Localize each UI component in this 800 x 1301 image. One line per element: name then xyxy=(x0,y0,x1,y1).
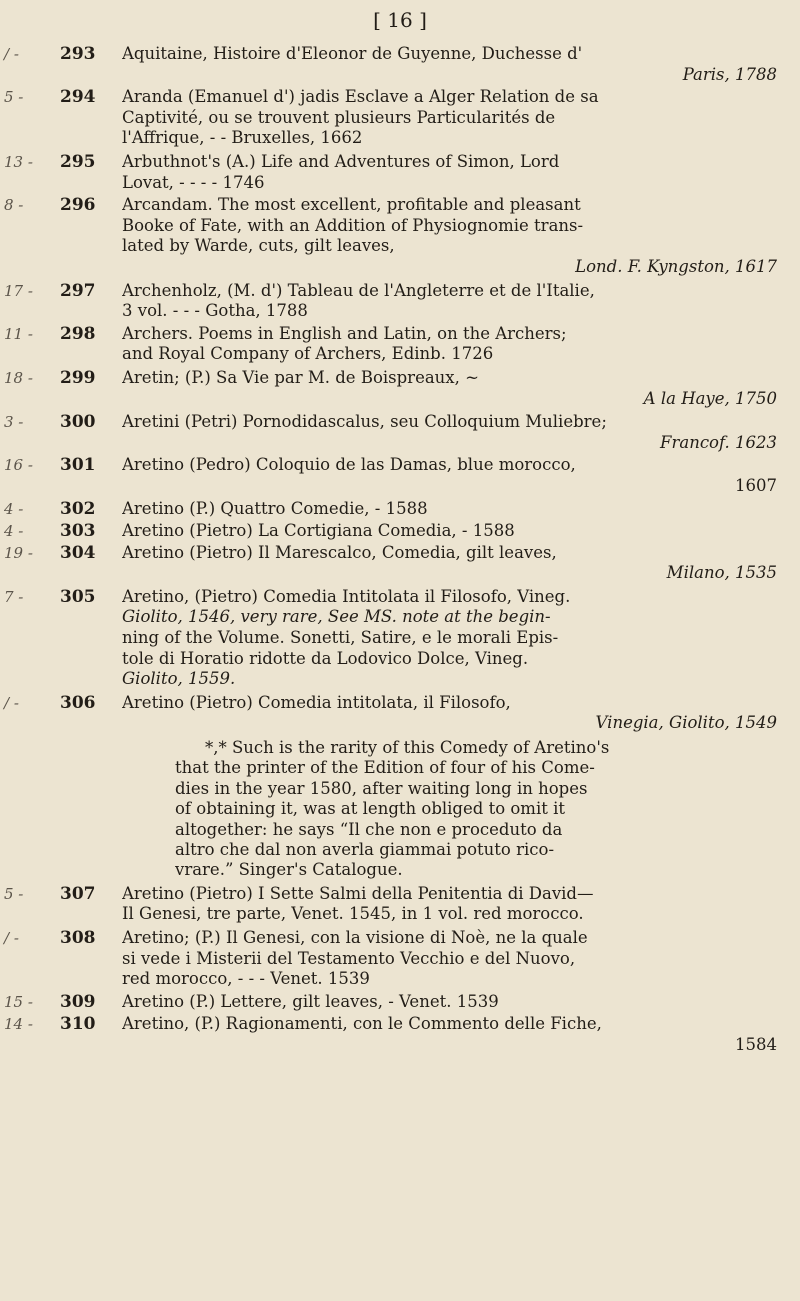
entry-line: Aretino (Pedro) Coloquio de las Damas, blue morocco, xyxy=(122,455,576,475)
entry-line: Milano, 1535 xyxy=(666,563,777,583)
entry-price: / - xyxy=(4,45,19,63)
entry-lot-number: 296 xyxy=(60,195,96,216)
entry-lot-number: 303 xyxy=(60,521,96,542)
catalogue-entry xyxy=(0,412,800,453)
entry-line: lated by Warde, cuts, gilt leaves, xyxy=(122,236,395,256)
catalogue-entry xyxy=(0,928,800,990)
catalogue-entry xyxy=(0,1014,800,1055)
entry-line: Aretini (Petri) Pornodidascalus, seu Colloquium Muliebre; xyxy=(122,412,607,432)
catalogue-entry xyxy=(0,324,800,365)
entry-line: Aretino (P.) Lettere, gilt leaves, - Venet. 1539 xyxy=(122,991,499,1011)
entry-lot-number: 301 xyxy=(60,455,96,476)
entry-line: Aretino (P.) Quattro Comedie, - 1588 xyxy=(122,499,428,519)
entry-line: Aretin; (P.) Sa Vie par M. de Boispreaux, ~ xyxy=(122,367,479,387)
entry-line: Paris, 1788 xyxy=(682,64,777,84)
entry-lot-number: 305 xyxy=(60,586,96,607)
entry-price: 18 - xyxy=(4,368,33,387)
entry-text xyxy=(122,281,777,322)
footnote-line: dies in the year 1580, after waiting long in hopes xyxy=(175,778,588,798)
entry-line: Aquitaine, Histoire d'Eleonor de Guyenne, Duchesse d' xyxy=(122,44,583,63)
catalogue-entry xyxy=(0,543,800,584)
catalogue-entry xyxy=(0,992,800,1013)
entry-price: 7 - xyxy=(4,587,24,606)
entry-lot-number: 298 xyxy=(60,323,96,344)
entry-line: Archers. Poems in English and Latin, on the Archers; xyxy=(122,323,567,343)
page-number: [ 16 ] xyxy=(373,8,427,32)
entry-lot-number: 300 xyxy=(60,412,96,433)
entry-line: Aretino; (P.) Il Genesi, con la visione di Noè, ne la quale xyxy=(122,928,588,948)
entry-lot-number: 295 xyxy=(60,151,96,172)
catalogue-entry xyxy=(0,587,800,690)
footnote-line: vrare.” Singer's Catalogue. xyxy=(175,860,403,880)
footnote-line: *,* Such is the rarity of this Comedy of Aretino's xyxy=(205,738,610,757)
entry-price: / - xyxy=(4,693,19,712)
entry-text xyxy=(122,412,777,453)
entry-line: Booke of Fate, with an Addition of Physiognomie trans- xyxy=(122,215,584,235)
entry-line: Captivité, ou se trouvent plusieurs Particularités de xyxy=(122,107,556,127)
catalogue-entry xyxy=(0,521,800,542)
entry-text xyxy=(122,499,777,520)
entry-text xyxy=(122,521,777,542)
catalogue-entry xyxy=(0,884,800,925)
entry-line: Il Genesi, tre parte, Venet. 1545, in 1 vol. red morocco. xyxy=(122,904,584,924)
entries-list xyxy=(0,44,800,1056)
entry-text xyxy=(122,587,777,690)
entry-lot-number: 309 xyxy=(60,991,96,1012)
entry-line: ning of the Volume. Sonetti, Satire, e le morali Epis- xyxy=(122,628,559,648)
entry-line: Giolito, 1546, very rare, See MS. note at the begin- xyxy=(122,607,551,627)
entry-lot-number: 306 xyxy=(60,692,96,713)
entry-line: 1607 xyxy=(735,475,777,495)
entry-line: Vinegia, Giolito, 1549 xyxy=(595,713,777,733)
entry-price: 19 - xyxy=(4,543,33,562)
entry-text xyxy=(122,324,777,365)
entry-line: 3 vol. - - - Gotha, 1788 xyxy=(122,301,308,321)
entry-text xyxy=(122,368,777,409)
entry-price: / - xyxy=(4,929,19,948)
entry-price: 17 - xyxy=(4,281,33,300)
entry-price: 11 - xyxy=(4,324,33,343)
entry-line: si vede i Misterii del Testamento Vecchio e del Nuovo, xyxy=(122,948,576,968)
entry-lot-number: 299 xyxy=(60,367,96,388)
entry-line: Aretino (Pietro) Il Marescalco, Comedia, gilt leaves, xyxy=(122,542,557,562)
entry-text xyxy=(122,455,777,496)
entry-lot-number: 307 xyxy=(60,883,96,904)
footnote xyxy=(175,738,780,881)
entry-line: Aranda (Emanuel d') jadis Esclave a Alger Relation de sa xyxy=(122,87,599,107)
entry-lot-number: 293 xyxy=(60,44,96,64)
catalogue-entry xyxy=(0,195,800,277)
entry-line: red morocco, - - - Venet. 1539 xyxy=(122,969,370,989)
entry-price: 3 - xyxy=(4,413,24,432)
entry-line: Francof. 1623 xyxy=(660,432,777,452)
entry-price: 14 - xyxy=(4,1015,33,1034)
entry-lot-number: 308 xyxy=(60,928,96,949)
entry-line: Arcandam. The most excellent, profitable and pleasant xyxy=(122,195,581,215)
entry-line: 1584 xyxy=(735,1035,777,1054)
catalogue-entry xyxy=(0,693,800,734)
entry-line: Giolito, 1559. xyxy=(122,669,236,689)
catalogue-entry xyxy=(0,455,800,496)
entry-price: 4 - xyxy=(4,500,24,519)
entry-lot-number: 310 xyxy=(60,1014,96,1035)
entry-line: Aretino (Pietro) Comedia intitolata, il Filosofo, xyxy=(122,692,511,712)
entry-line: Lovat, - - - - 1746 xyxy=(122,172,265,192)
entry-line: Arbuthnot's (A.) Life and Adventures of Simon, Lord xyxy=(122,151,560,171)
entry-text xyxy=(122,543,777,584)
entry-lot-number: 302 xyxy=(60,499,96,520)
entry-text xyxy=(122,152,777,193)
entry-line: Aretino (Pietro) La Cortigiana Comedia, - 1588 xyxy=(122,521,515,541)
catalogue-entry xyxy=(0,87,800,149)
entry-text xyxy=(122,693,777,734)
entry-line: Aretino, (P.) Ragionamenti, con le Commento delle Fiche, xyxy=(122,1014,602,1034)
entry-lot-number: 294 xyxy=(60,87,96,108)
entry-price: 16 - xyxy=(4,456,33,475)
catalogue-entry xyxy=(0,44,800,85)
catalogue-entry xyxy=(0,152,800,193)
entry-price: 15 - xyxy=(4,992,33,1011)
entry-line: tole di Horatio ridotte da Lodovico Dolce, Vineg. xyxy=(122,648,529,668)
catalogue-entry xyxy=(0,281,800,322)
entry-lot-number: 297 xyxy=(60,280,96,301)
entry-text xyxy=(122,928,777,990)
entry-line: l'Affrique, - - Bruxelles, 1662 xyxy=(122,128,363,148)
entry-line: Lond. F. Kyngston, 1617 xyxy=(575,256,777,276)
entry-text xyxy=(122,44,777,85)
catalogue-entry xyxy=(0,499,800,520)
entry-text xyxy=(122,1014,777,1055)
entry-line: Archenholz, (M. d') Tableau de l'Angleterre et de l'Italie, xyxy=(122,280,595,300)
entry-price: 8 - xyxy=(4,196,24,215)
entry-line: and Royal Company of Archers, Edinb. 1726 xyxy=(122,344,494,364)
footnote-line: altro che dal non averla giammai potuto rico- xyxy=(175,840,555,860)
entry-price: 4 - xyxy=(4,522,24,541)
catalogue-entry xyxy=(0,368,800,409)
entry-text xyxy=(122,884,777,925)
footnote-line: altogether: he says “Il che non e proceduto da xyxy=(175,819,563,839)
footnote-line: that the printer of the Edition of four of his Come- xyxy=(175,758,595,778)
entry-line: Aretino, (Pietro) Comedia Intitolata il Filosofo, Vineg. xyxy=(122,586,571,606)
entry-text xyxy=(122,87,777,149)
entry-price: 13 - xyxy=(4,152,33,171)
entry-text xyxy=(122,992,777,1013)
entry-line: A la Haye, 1750 xyxy=(643,388,777,408)
footnote-line: of obtaining it, was at length obliged to omit it xyxy=(175,799,566,819)
entry-line: Aretino (Pietro) I Sette Salmi della Penitentia di David— xyxy=(122,883,594,903)
entry-lot-number: 304 xyxy=(60,542,96,563)
entry-price: 5 - xyxy=(4,884,24,903)
entry-text xyxy=(122,195,777,277)
entry-price: 5 - xyxy=(4,88,24,107)
